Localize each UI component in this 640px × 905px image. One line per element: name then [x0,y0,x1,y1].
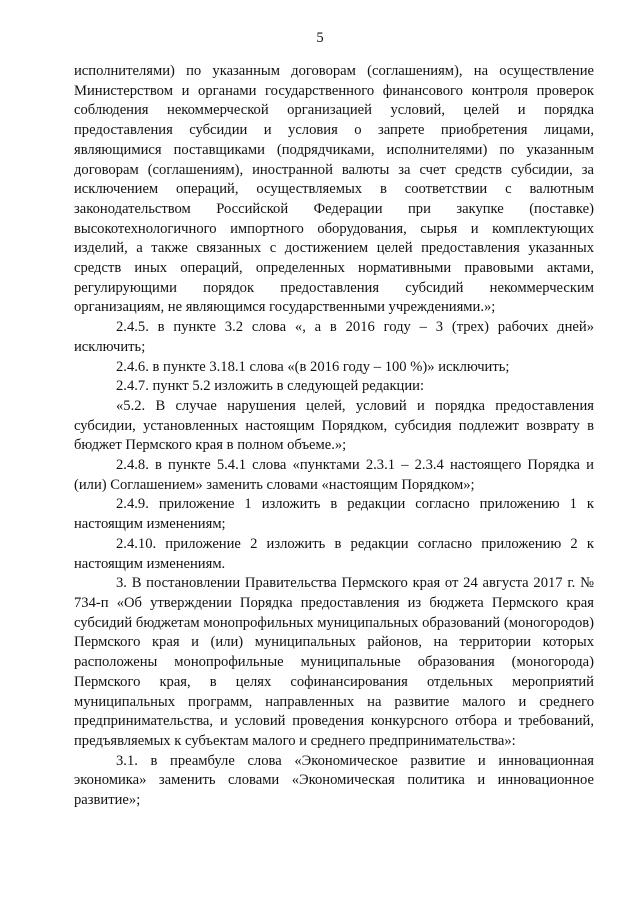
paragraph-2-4-9: 2.4.9. приложение 1 изложить в редакции согласно приложению 1 к настоящим изменениям; [74,496,594,533]
paragraph-2-4-8: 2.4.8. в пункте 5.4.1 слова «пунктами 2.3.1 – 2.3.4 настоящего Порядка и (или) Соглашением» заменить словами «настоящим Порядком»; [74,457,594,493]
document-body [74,62,594,811]
paragraph-quote-5-2: «5.2. В случае нарушения целей, условий и порядка предоставления субсидии, установленных настоящим Порядком, субсидия подлежит возврату в бюджет Пермского края в полном объеме.»; [74,397,594,454]
paragraph-2-4-5: 2.4.5. в пункте 3.2 слова «, а в 2016 году – 3 (трех) рабочих дней» исключить; [74,319,594,355]
page-number: 5 [316,30,324,46]
paragraph-2-4-6: 2.4.6. в пункте 3.18.1 слова «(в 2016 году – 100 %)» исключить; [116,358,510,375]
paragraph-2-4-7: 2.4.7. пункт 5.2 изложить в следующей редакции: [116,378,425,395]
paragraph-continuation: исполнителями) по указанным договорам (соглашениям), на осуществление Министерством и органами государственного финансового контроля проверок соблюдения некоммерческой организацией условий, целей и порядка предоставления субсидии и условия о запрете приобретения лицами, являющимися поставщиками (подрядчиками, исполнителями) по указанным договорам (соглашениям), иностранной валюты за счет средств субсидии, за исключением операций, осуществляемых в соответствии с валютным законодательством Российской Федерации при закупке (поставке) высокотехнологичного импортного оборудования, сырья и комплектующих изделий, а также связанных с достижением целей предоставления указанных средств иных операций, определенных нормативными правовыми актами, регулирующими порядок предоставления субсидий некоммерческим организациям, не являющимся государственными учреждениями.»; [74,63,594,316]
paragraph-3: 3. В постановлении Правительства Пермского края от 24 августа 2017 г. № 734-п «Об утверждении Порядка предоставления из бюджета Пермского края субсидий бюджетам монопрофильных муниципальных образований (моногородов) Пермского края и (или) муниципальных районов, на территории которых расположены монопрофильные муниципальные образования (моногорода) Пермского края, в целях софинансирования отдельных мероприятий муниципальных программ, направленных на развитие малого и среднего предпринимательства, и условий проведения конкурсного отбора и требований, предъявляемых к субъектам малого и среднего предпринимательства»: [74,575,594,749]
paragraph-2-4-10: 2.4.10. приложение 2 изложить в редакции согласно приложению 2 к настоящим изменениям. [74,535,594,572]
paragraph-3-1: 3.1. в преамбуле слова «Экономическое развитие и инновационная экономика» заменить словами «Экономическая политика и инновационное развитие»; [74,752,594,809]
